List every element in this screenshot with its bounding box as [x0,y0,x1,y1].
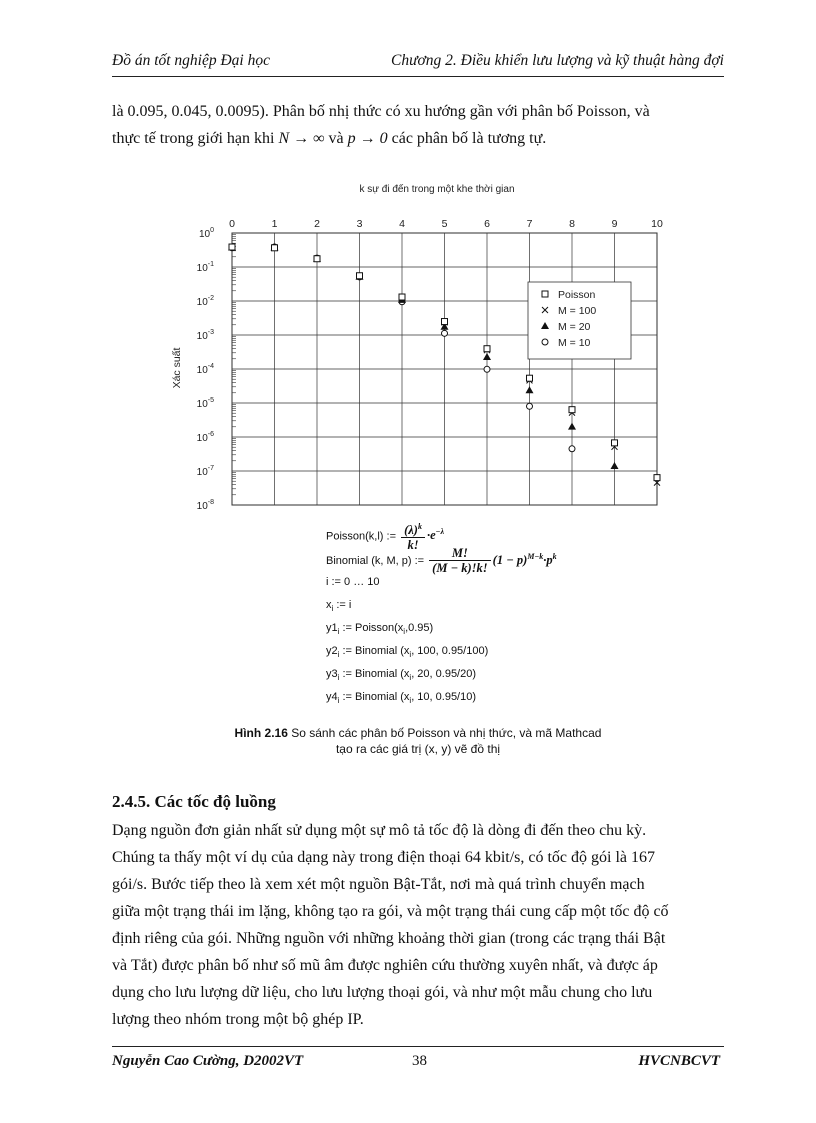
footer-author: Nguyễn Cao Cường, D2002VT [112,1053,304,1069]
exp-base: e [430,528,436,543]
subscript: i [337,650,340,660]
legend-label: Poisson [558,289,596,301]
y-axis-label: Xác suất [171,347,183,389]
paragraph-line: Dạng nguồn đơn giản nhất sử dụng một sự mô tả tốc độ là dòng đi đến theo chu kỳ. [112,822,647,839]
x-tick-label: 8 [569,218,575,230]
code-text: := Binomial (x [339,668,410,680]
footer-institution: HVCNBCVT [638,1053,720,1069]
point-square [357,273,363,279]
caption-line-2: tạo ra các giá trị (x, y) vẽ đồ thị [335,742,501,756]
point-square [569,407,575,413]
code-y4 [326,691,476,705]
x-tick-labels [229,218,663,230]
y-tick-label: $10^{-4}$ [196,363,214,376]
code-text: := Poisson(x [339,622,404,634]
intro-text: và [324,130,348,147]
paragraph-line: lượng theo nhóm trong một bộ ghép IP. [112,1011,364,1028]
x-tick-label: 9 [611,218,618,230]
subscript: i [409,673,412,683]
y-tick-label: $10^{-8}$ [196,499,214,512]
point-circle [569,446,575,452]
paragraph-line: và Tắt) được phân bố như số mũ âm được nghiên cứu thường xuyên nhất, và được áp [112,957,658,974]
intro-text: các phân bố là tương tự. [387,130,547,147]
code-y1 [326,622,433,636]
data-points [228,243,660,485]
code-text: := Binomial (x [339,645,410,657]
chart-title: k sự đi đến trong một khe thời gian [359,184,515,195]
point-triangle [611,462,619,469]
paragraph-line: Chúng ta thấy một ví dụ của dạng này trong điện thoại 64 kbit/s, có tốc độ gói là 167 [112,849,656,866]
code-text: := Binomial (x [339,691,410,703]
point-square [484,346,490,352]
legend [528,282,631,359]
x-tick-label: 3 [356,218,363,230]
code-text: y4 [326,691,338,703]
code-text: Poisson(k,l) := [326,530,396,543]
math-p-to-zero: p → 0 [347,130,388,147]
section-heading: 2.4.5. Các tốc độ luồng [112,792,276,811]
legend-marker-square [542,291,548,297]
page-header [112,50,724,77]
code-text: , 20, 0.95/20) [411,668,477,680]
superscript: M−k [527,551,544,561]
subscript: i [331,604,334,614]
point-square [612,440,618,446]
y-tick-label: $10^{-7}$ [196,465,214,478]
page-footer [112,1046,724,1073]
x-tick-label: 2 [314,218,320,230]
subscript: i [337,696,340,706]
x-tick-label: 1 [271,218,278,230]
code-text: := i [333,599,352,611]
subscript: i [409,650,412,660]
point-triangle [483,353,491,360]
code-range: i := 0 … 10 [326,576,380,588]
caption-line-1 [112,725,724,741]
subscript: i [409,696,412,706]
y-tick-label: $10^{-1}$ [196,261,214,274]
y-tick-label: $10^0$ [198,227,214,240]
code-text: y3 [326,668,338,680]
intro-text: thực tế trong giới hạn khi [112,130,279,147]
tail-base: (1 − p) [492,552,528,567]
paragraph-line: giữa một trạng thái im lặng, không tạo ra gói, và một trạng thái cung cấp một tốc độ cố [112,903,669,920]
num-text: (λ) [404,523,418,538]
caption-text: So sánh các phân bố Poisson và nhị thức, và mã Mathcad [287,726,602,740]
denominator: k! [407,538,419,553]
point-square [229,244,235,250]
intro-paragraph [112,98,724,152]
point-triangle [568,423,576,430]
legend-label: M = 10 [558,337,591,349]
code-text: y2 [326,645,338,657]
y-tick-label: $10^{-3}$ [196,329,214,342]
point-square [272,245,278,251]
figure-caption [112,725,724,757]
header-left: Đồ án tốt nghiệp Đại học [112,52,270,69]
paragraph-line: định riêng của gói. Những nguồn với những khoảng thời gian (trong các trạng thái Bật [112,930,666,947]
p-base: p [546,552,553,567]
denominator: (M − k)!k! [432,561,488,575]
fraction [429,546,491,576]
section-paragraph [112,817,724,1033]
code-y3 [326,668,476,682]
point-square [442,319,448,325]
y-tick-label: $10^{-5}$ [196,397,214,410]
superscript: −λ [435,527,445,537]
point-square [314,256,320,262]
code-text: ,0.95) [405,622,434,634]
y-tick-labels [197,227,214,512]
numerator: M! [429,546,491,561]
code-text: y1 [326,622,338,634]
paragraph-line: gói/s. Bước tiếp theo là xem xét một nguồn Bật-Tắt, nơi mà quá trình chuyển mạch [112,876,645,893]
point-square [654,475,660,481]
tail-term: $(1 - p)^{M-k}\cdot p^k$ [492,551,557,567]
grid [232,233,657,505]
y-tick-label: $10^{-6}$ [196,431,214,444]
intro-line-1: là 0.095, 0.045, 0.0095). Phân bố nhị thức có xu hướng gần với phân bố Poisson, và [112,103,650,120]
x-tick-label: 5 [441,218,448,230]
x-tick-label: 7 [526,218,533,230]
subscript: i [403,627,406,637]
point-square [527,375,533,381]
math-n-to-inf: N → ∞ [278,130,325,147]
legend-marker-circle [542,339,548,345]
code-x [326,599,351,613]
code-text: x [326,599,332,611]
legend-label: M = 20 [558,321,591,333]
y-tick-label: $10^{-2}$ [196,295,214,308]
code-y2 [326,645,488,659]
x-tick-label: 10 [651,218,663,230]
code-text: Binomial (k, M, p) := [326,554,425,567]
exp-term: $\cdot e^{-\lambda}$ [426,527,445,543]
point-circle [442,330,448,336]
legend-label: M = 100 [558,305,597,317]
superscript: k [417,522,422,531]
superscript: k [552,551,557,561]
page-number: 38 [412,1053,427,1069]
header-right: Chương 2. Điều khiển lưu lượng và kỹ thuật hàng đợi [390,52,724,69]
x-tick-label: 0 [229,218,235,230]
subscript: i [337,627,340,637]
point-triangle [526,386,534,393]
point-square [399,294,405,300]
subscript: i [337,673,340,683]
code-text: , 100, 0.95/100) [411,645,489,657]
x-tick-label: 4 [399,218,405,230]
paragraph-line: dụng cho lưu lượng dữ liệu, cho lưu lượng thoại gói, và như một mẫu chung cho lưu [112,984,653,1001]
poisson-binomial-chart [160,178,680,528]
numerator [401,520,425,538]
intro-line-2 [112,125,724,152]
point-circle [484,366,490,372]
code-text: , 10, 0.95/10) [411,691,477,703]
x-tick-label: 6 [484,218,490,230]
code-binomial-definition [326,546,557,576]
caption-label: Hình 2.16 [234,726,288,740]
point-circle [527,403,533,409]
